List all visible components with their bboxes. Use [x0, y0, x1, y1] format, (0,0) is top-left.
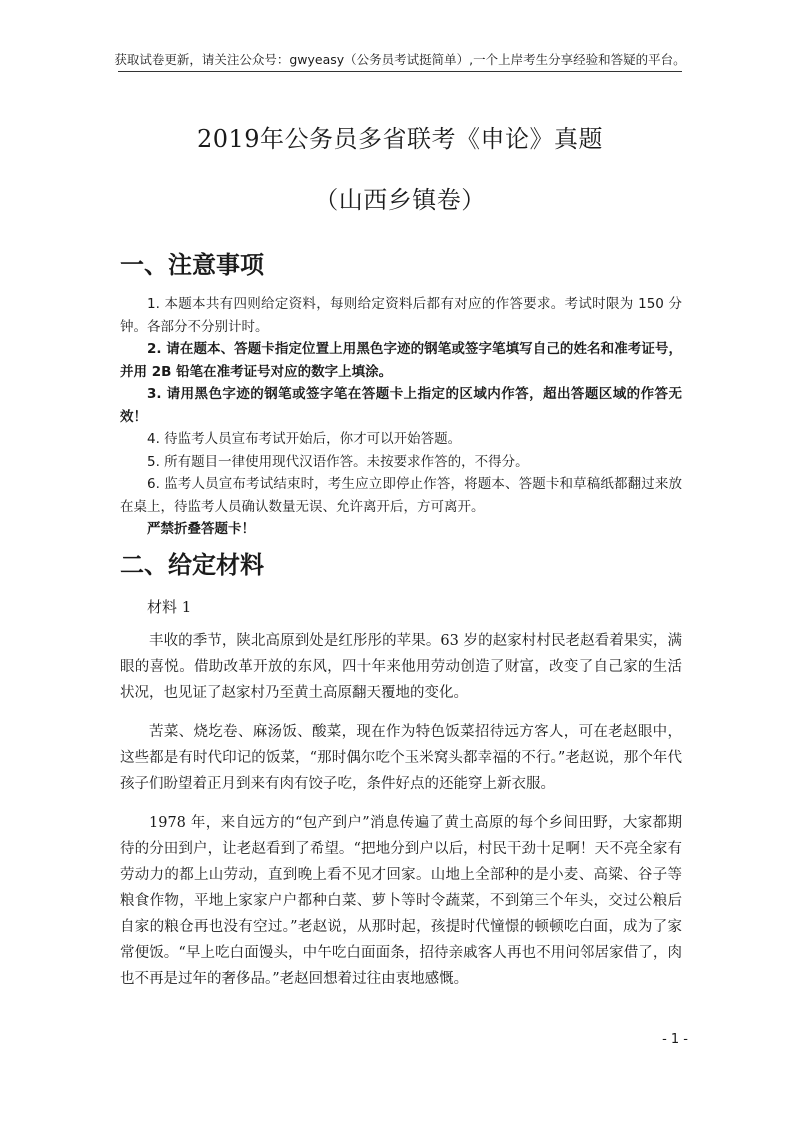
page-header — [0, 0, 800, 72]
note-item: 2. 请在题本、答题卡指定位置上用黑色字迹的钢笔或签字笔填写自己的姓名和准考证号，并用 2B 铅笔在准考证号对应的数字上填涂。 — [120, 341, 682, 380]
material-label: 材料 1 — [147, 598, 192, 616]
material-paragraph: 苦菜、烧圪卷、麻汤饭、酸菜，现在作为特色饭菜招待远方客人，可在老赵眼中，这些都是有时代印记的饭菜，“那时偶尔吃个玉米窝头都幸福的不行。”老赵说，那个年代孩子们盼望着正月到来有肉有饺子吃，条件好点的还能穿上新衣服。 — [120, 724, 682, 792]
section-heading-notes: 一、注意事项 — [120, 251, 264, 279]
note-item: 3. 请用黑色字迹的钢笔或签字笔在答题卡上指定的区域内作答，超出答题区域的作答无效！ — [120, 386, 682, 425]
section-heading-materials: 二、给定材料 — [120, 551, 264, 579]
note-item: 4. 待监考人员宣布考试开始后，你才可以开始答题。 — [147, 431, 462, 447]
header-divider — [118, 71, 682, 72]
material-body — [120, 628, 682, 1005]
document-subtitle: （山西乡镇卷） — [314, 186, 486, 214]
note-item: 1. 本题本共有四则给定资料，每则给定资料后都有对应的作答要求。考试时限为 150 分钟。各部分不分别计时。 — [120, 296, 682, 335]
note-item: 6. 监考人员宣布考试结束时，考生应立即停止作答，将题本、答题卡和草稿纸都翻过来放在桌上，待监考人员确认数量无误、允许离开后，方可离开。 — [120, 476, 682, 515]
page-number: - 1 - — [662, 1032, 688, 1047]
header-notice: 获取试卷更新，请关注公众号：gwyeasy（公务员考试挺简单）,一个上岸考生分享经验和答疑的平台。 — [114, 52, 686, 67]
material-paragraph: 丰收的季节，陕北高原到处是红彤彤的苹果。63 岁的赵家村村民老赵看着果实，满眼的喜悦。借助改革开放的东风，四十年来他用劳动创造了财富，改变了自己家的生活状况，也见证了赵家村乃至黄土高原翻天覆地的变化。 — [120, 633, 682, 701]
notes-list — [120, 293, 682, 541]
material-paragraph: 1978 年，来自远方的“包产到户”消息传遍了黄土高原的每个乡间田野，大家都期待的分田到户，让老赵看到了希望。“把地分到户以后，村民干劲十足啊！天不亮全家有劳动力的都上山劳动，直到晚上看不见才回家。山地上全部种的是小麦、高粱、谷子等粮食作物，平地上家家户户都种白菜、萝卜等时令蔬菜，不到第三个年头，交过公粮后自家的粮仓再也没有空过。”老赵说，从那时起，孩提时代憧憬的顿顿吃白面，成为了家常便饭。“早上吃白面馒头，中午吃白面面条，招待亲戚客人再也不用问邻居家借了，肉也不再是过年的奢侈品。”老赵回想着过往由衷地感慨。 — [120, 815, 682, 987]
note-item: 5. 所有题目一律使用现代汉语作答。未按要求作答的，不得分。 — [147, 453, 529, 470]
note-warning: 严禁折叠答题卡！ — [147, 521, 255, 537]
document-title: 2019年公务员多省联考《申论》真题 — [196, 125, 604, 153]
